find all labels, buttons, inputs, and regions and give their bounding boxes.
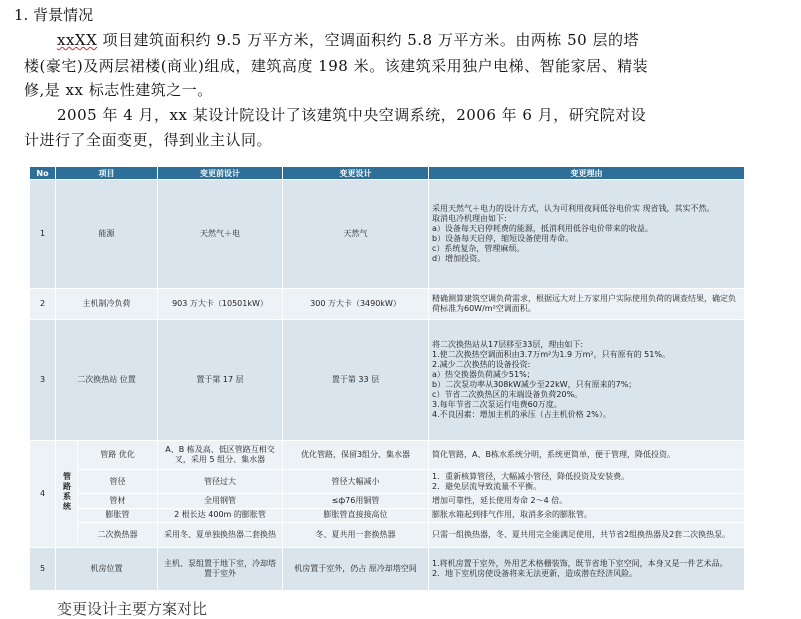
row-item: 管径 — [78, 469, 158, 494]
table-row — [30, 547, 745, 590]
paragraph-1-line-1: xxXX 项目建筑面积约 9.5 万平方米，空调面积约 5.8 万平方米。由两栋 50 层的塔 — [57, 31, 639, 49]
row-reason: 1.将机房置于室外，外用艺术格栅装饰，既节省地下室空间，本身又是一件艺术品。 2．地下室机房使设备将来无法更新，造成潜在经济风险。 — [429, 547, 745, 590]
paragraph-1-line-3: 修,是 xx 标志性建筑之一。 — [24, 81, 213, 99]
table-row — [30, 180, 745, 289]
table-row — [30, 523, 745, 548]
row-reason: 1．重新核算管径，大幅减小管径，降低投资及安装费。 2．避免层流导致流量不平衡。 — [429, 469, 745, 494]
row-after: 冬、夏共用一套换热器 — [283, 523, 429, 548]
row-before: 903 万大卡（10501kW） — [158, 288, 283, 319]
row-before: 置于第 17 层 — [158, 319, 283, 440]
row-reason: 增加可靠性，延长使用寿命 2～4 倍。 — [429, 494, 745, 508]
paragraph-1-line-2: 楼(豪宅)及两层裙楼(商业)组成，建筑高度 198 米。该建筑采用独户电梯、智能家居、精装 — [24, 57, 649, 75]
row-after: 机房置于室外，仍占 原冷却塔空间 — [283, 547, 429, 590]
row-item: 机房位置 — [56, 547, 158, 590]
table-row — [30, 494, 745, 508]
row-item: 膨胀管 — [78, 508, 158, 522]
row-item: 管材 — [78, 494, 158, 508]
paragraph-2-line-2: 计进行了全面变更，得到业主认同。 — [24, 131, 273, 149]
row-before: 主机、泵组置于地下室，冷却塔置于室外 — [158, 547, 283, 590]
row-before: 2 根长达 400m 的膨胀管 — [158, 508, 283, 522]
table-row — [30, 288, 745, 319]
header-item: 项目 — [56, 167, 158, 180]
table-row — [30, 508, 745, 522]
row-item: 管路 优化 — [78, 440, 158, 469]
row-before: 采用冬、夏单独换热器二套换热 — [158, 523, 283, 548]
footer-text: 变更设计主要方案对比 — [57, 600, 208, 618]
header-before: 变更前设计 — [158, 167, 283, 180]
project-code: xxXX — [57, 31, 98, 49]
row-reason: 简化管路，A、B栋水系统分明，系统更简单，便于管理，降低投资。 — [429, 440, 745, 469]
row-item: 二次换热器 — [78, 523, 158, 548]
row-before: 全用钢管 — [158, 494, 283, 508]
row-before: 管径过大 — [158, 469, 283, 494]
row-before: 天然气＋电 — [158, 180, 283, 289]
header-no: No — [30, 167, 56, 180]
header-reason: 变更理由 — [429, 167, 745, 180]
row-after: ≤ф76用铜管 — [283, 494, 429, 508]
row-after: 300 万大卡（3490kW） — [283, 288, 429, 319]
row-no: 3 — [30, 319, 56, 440]
row-reason: 将二次换热站从17层移至33层，理由如下: 1.使二次换热空调面积由3.7万m²为1.9 万m²，只有原有的 51%。 2.减少二次换热的设备投资: a）热交换器负荷减少51%； b）二次泵功率从308kW减少至22kW，只有原来的7%； c）节省二次换热区的末端设备负荷20%。 3.每年节省二次泵运行电费60万度。 4.不良因素：增加主机的承压（占主机价格 2%）。 — [429, 319, 745, 440]
row-no: 1 — [30, 180, 56, 289]
table-row — [30, 469, 745, 494]
row-no: 4 — [30, 440, 56, 547]
table-row — [30, 319, 745, 440]
header-after: 变更设计 — [283, 167, 429, 180]
row-no: 5 — [30, 547, 56, 590]
row-after: 膨胀管直接接高位 — [283, 508, 429, 522]
row-item: 二次换热站 位置 — [56, 319, 158, 440]
row-after: 天然气 — [283, 180, 429, 289]
row-no: 2 — [30, 288, 56, 319]
design-change-table — [29, 166, 745, 591]
row-after: 优化管路，保留3组分、集水器 — [283, 440, 429, 469]
section-heading: 1. 背景情况 — [14, 6, 94, 24]
table-row — [30, 440, 745, 469]
table-header-row — [30, 167, 745, 180]
row-before: A、B 栋及高、低区管路互相交叉，采用 5 组分、集水器 — [158, 440, 283, 469]
row-reason: 精确测算建筑空调负荷需求，根据远大对上万家用户实际使用负荷的调查结果，确定负荷标准为60W/m²空调面积。 — [429, 288, 745, 319]
row-after: 管径大幅减小 — [283, 469, 429, 494]
row-group: 管路系统 — [56, 440, 78, 547]
row-item: 能源 — [56, 180, 158, 289]
paragraph-2-line-1: 2005 年 4 月，xx 某设计院设计了该建筑中央空调系统，2006 年 6 月，研究院对设 — [57, 106, 647, 124]
row-item: 主机制冷负荷 — [56, 288, 158, 319]
row-after: 置于第 33 层 — [283, 319, 429, 440]
row-reason: 只需一组换热器，冬、夏共用完全能满足使用，共节省2组换热器及2套二次换热泵。 — [429, 523, 745, 548]
row-reason: 膨胀水箱起到排气作用，取消多余的膨胀管。 — [429, 508, 745, 522]
row-reason: 采用天然气＋电力的设计方式，认为可利用夜间低谷电价实 现省钱，其实不然。 取消电冷机理由如下: a）设备每天启停耗费的能源，抵消利用低谷电价带来的收益。 b）设备每天启停，缩短设备使用寿命。 c）系统复杂，管理麻烦。 d）增加投资。 — [429, 180, 745, 289]
